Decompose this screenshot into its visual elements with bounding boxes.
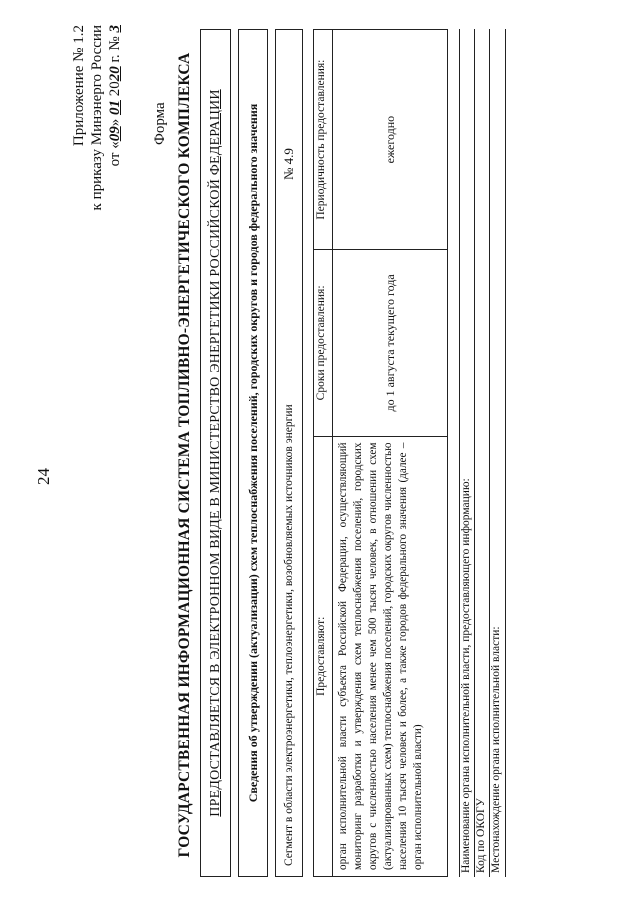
submission-info-table	[313, 29, 448, 877]
report-name: Сведения об утверждении (актуализации) схем теплоснабжения поселений, городских округов и городов федерального значения	[245, 103, 260, 803]
appendix-title: Приложение № 1.2	[71, 25, 87, 147]
handwritten-order-number: 3	[107, 25, 123, 33]
segment-text: Сегмент в области электроэнергетики, теплоэнергетики, возобновляемых источников энергии	[283, 404, 295, 866]
appendix-date-line: от «09» 01 2020 г. № 3	[107, 25, 123, 167]
header-deadline: Сроки предоставления:	[314, 250, 333, 436]
appendix-header	[70, 25, 124, 325]
periodicity-value: ежегодно	[333, 30, 448, 250]
deadline-value: до 1 августа текущего года	[333, 250, 448, 436]
document-title: ГОСУДАРСТВЕННАЯ ИНФОРМАЦИОННАЯ СИСТЕМА ТОПЛИВНО-ЭНЕРГЕТИЧЕСКОГО КОМПЛЕКСА	[176, 52, 193, 858]
handwritten-month: 01	[107, 100, 123, 116]
submission-box	[200, 29, 231, 877]
header-providers: Предоставляют:	[314, 436, 333, 876]
provider-description: орган исполнительной власти субъекта Российской Федерации, осуществляющий мониторинг разработки и утверждения схем теплоснабжения поселений, городских округов с численностью населения менее чем 500 тысяч человек, в отношении схем (актуализированных схем) теплоснабжения поселений, городских округов численностью населения 10 тысяч человек и более, а также городов федерального значения (далее – орган исполнительной власти)	[333, 436, 448, 876]
form-number: № 4.9	[281, 148, 296, 180]
table-header-row	[314, 30, 333, 877]
submission-text: ПРЕДОСТАВЛЯЕТСЯ В ЭЛЕКТРОННОМ ВИДЕ В МИНИСТЕРСТВО ЭНЕРГЕТИКИ РОССИЙСКОЙ ФЕДЕРАЦИИ	[207, 89, 223, 817]
authority-name-field: Наименование органа исполнительной власти, предоставляющего информацию:	[459, 29, 472, 877]
header-periodicity: Периодичность предоставления:	[314, 30, 333, 250]
okogu-code-field: Код по ОКОГУ	[474, 29, 487, 877]
appendix-order-ref: к приказу Минэнерго России	[89, 25, 105, 211]
handwritten-year: 20	[107, 66, 123, 82]
form-label: Форма	[152, 102, 168, 145]
page-number: 24	[34, 468, 53, 485]
handwritten-day: 09	[107, 126, 123, 142]
table-row	[333, 30, 448, 877]
authority-location-field: Местонахождение органа исполнительной власти:	[489, 29, 506, 877]
segment-box	[275, 29, 303, 877]
report-name-box	[238, 29, 268, 877]
